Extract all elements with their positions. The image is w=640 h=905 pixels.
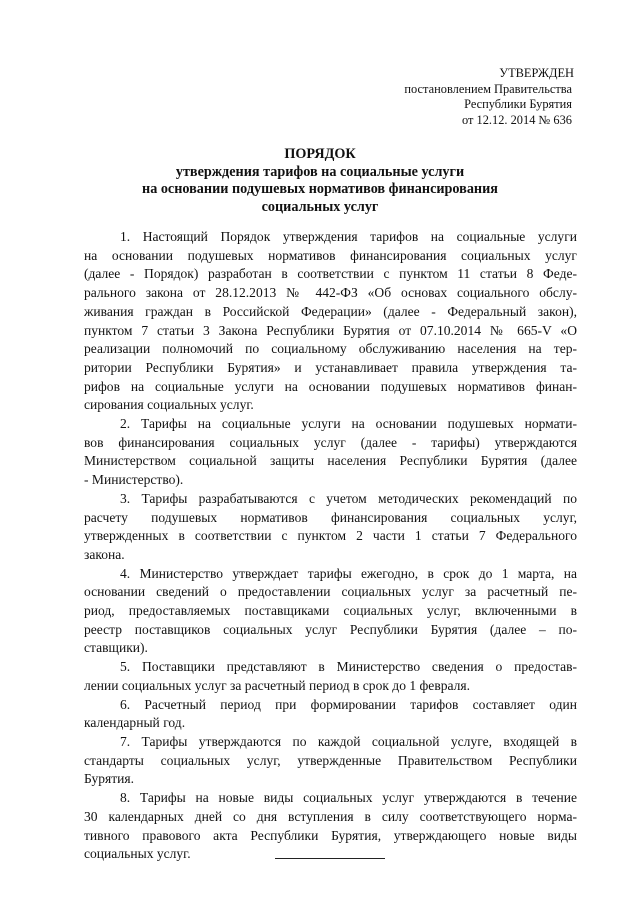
paragraph: [84, 228, 577, 415]
paragraph: [84, 696, 577, 733]
paragraph-line: 4. Министерство утверждает тарифы ежегодно, в срок до 1 марта, на: [120, 565, 577, 581]
paragraph-line: закона.: [84, 546, 125, 562]
paragraph-line: Бурятия.: [84, 771, 135, 787]
paragraph-line: 5. Поставщики представляют в Министерство сведения о предостав-: [120, 659, 577, 675]
paragraph-line: реестр поставщиков социальных услуг Республики Бурятия (далее – по-: [84, 621, 577, 637]
paragraph: [84, 415, 577, 490]
paragraph-line: реализации полномочий по социальному обслуживанию населения на тер-: [84, 341, 577, 357]
paragraph-line: 1. Настоящий Порядок утверждения тарифов на социальные услуги: [120, 229, 577, 244]
paragraph-line: Министерством социальной защиты населения Республики Бурятия (далее: [84, 453, 577, 469]
paragraph-line: 3. Тарифы разрабатываются с учетом методических рекомендаций по: [120, 490, 577, 506]
paragraph: [84, 789, 577, 864]
approval-stamp: [312, 66, 572, 129]
document-heading: [60, 146, 580, 216]
paragraph-line: 7. Тарифы утверждаются по каждой социальной услуге, входящей в: [120, 733, 577, 749]
paragraph-line: ритории Республики Бурятия» и устанавливает правила утверждения та-: [84, 359, 577, 375]
paragraph-line: - Министерство).: [84, 472, 184, 488]
heading-line: утверждения тарифов на социальные услуги: [175, 163, 465, 180]
paragraph-line: основании сведений о предоставлении социальных услуг за расчетный пе-: [84, 584, 577, 600]
heading-line: социальных услуг: [261, 198, 379, 215]
paragraph-line: на основании подушевых нормативов финансирования социальных услуг: [84, 247, 577, 263]
paragraph-line: утвержденных в соответствии с пунктом 2 части 1 статьи 7 Федерального: [84, 528, 577, 544]
document-title: ПОРЯДОК: [284, 146, 356, 162]
paragraph-line: живания граждан в Российской Федерации» (далее - Федеральный закон),: [84, 303, 577, 319]
approval-line-date: от 12.12. 2014 № 636: [461, 113, 572, 128]
paragraph-line: рального закона от 28.12.2013 № 442-ФЗ «Об основах социального обслу-: [84, 285, 577, 301]
end-divider: [275, 858, 385, 859]
approval-title: УТВЕРЖДЕН: [499, 66, 574, 80]
paragraph-line: лении социальных услуг за расчетный период в срок до 1 февраля.: [84, 677, 470, 693]
paragraph-line: 8. Тарифы на новые виды социальных услуг утверждаются в течение: [120, 790, 577, 806]
paragraph-line: 2. Тарифы на социальные услуги на основании подушевых нормати-: [120, 416, 577, 432]
paragraph-line: календарный год.: [84, 715, 186, 731]
document-body: [84, 228, 577, 864]
approval-line-decree: постановлением Правительства: [404, 81, 572, 96]
paragraph: [84, 565, 577, 659]
paragraph: [84, 490, 577, 565]
approval-line-republic: Республики Бурятия: [464, 97, 572, 112]
paragraph: [84, 658, 577, 695]
paragraph-line: ставщики).: [84, 640, 148, 656]
heading-line: на основании подушевых нормативов финансирования: [142, 181, 498, 198]
paragraph-line: пунктом 7 статьи 3 Закона Республики Бурятия от 07.10.2014 № 665-V «О: [84, 322, 577, 338]
paragraph-line: 30 календарных дней со дня вступления в силу соответствующего норма-: [84, 808, 577, 824]
paragraph-line: рифов на социальные услуги на основании подушевых нормативов финан-: [84, 378, 577, 394]
paragraph-line: социальных услуг.: [84, 846, 191, 862]
paragraph: [84, 733, 577, 789]
paragraph-line: риод, предоставляемых поставщиками социальных услуг, включенными в: [84, 603, 577, 619]
paragraph-line: тивного правового акта Республики Бурятия, утверждающего новые виды: [84, 827, 577, 843]
paragraph-line: вов финансирования социальных услуг (далее - тарифы) утверждаются: [84, 434, 577, 450]
paragraph-line: расчету подушевых нормативов финансирования социальных услуг,: [84, 509, 577, 525]
paragraph-line: стандарты социальных услуг, утвержденные Правительством Республики: [84, 752, 577, 768]
paragraph-line: (далее - Порядок) разработан в соответствии с пунктом 11 статьи 8 Феде-: [84, 266, 577, 282]
paragraph-line: сирования социальных услуг.: [84, 397, 254, 413]
paragraph-line: 6. Расчетный период при формировании тарифов составляет один: [120, 696, 577, 712]
